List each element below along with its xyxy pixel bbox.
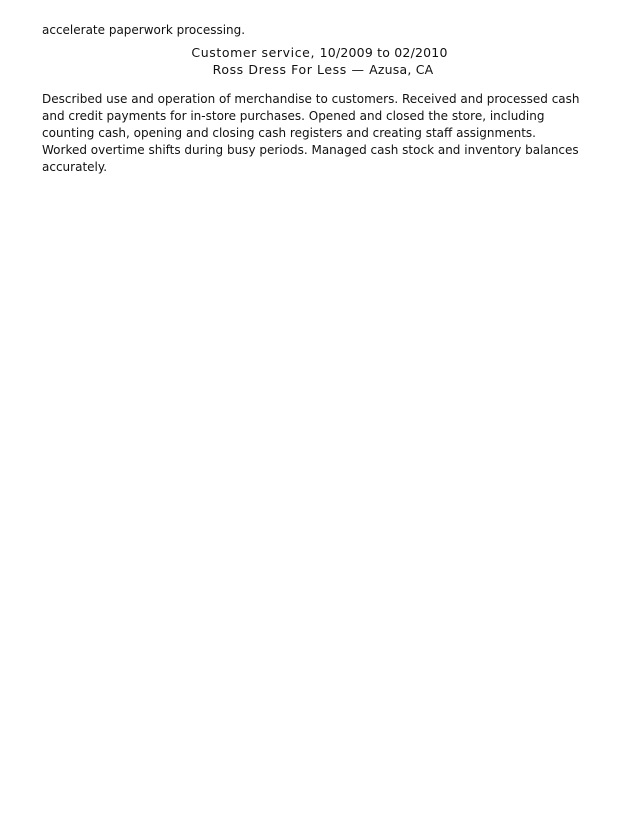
job-location: Azusa, CA [369, 62, 434, 77]
job-separator: — [351, 62, 365, 77]
job-title: Customer service [191, 45, 311, 60]
job-header [0, 44, 638, 78]
job-employer-line [8, 61, 638, 78]
description-paragraph: Worked overtime shifts during busy periods. Managed cash stock and inventory balances accurately. [42, 143, 579, 174]
carry-over-text: accelerate paperwork processing. [42, 23, 246, 37]
job-dates: 10/2009 to 02/2010 [319, 45, 448, 60]
job-title-line: Customer service, 10/2009 to 02/2010 [191, 45, 448, 60]
description-paragraph: Described use and operation of merchandise to customers. Received and processed cash and credit payments for in-store purchases. Opened and closed the store, including counting cash, opening and closing cash registers and creating staff assignments. [42, 92, 580, 140]
job-description [42, 91, 587, 176]
job-employer: Ross Dress For Less [212, 62, 347, 77]
